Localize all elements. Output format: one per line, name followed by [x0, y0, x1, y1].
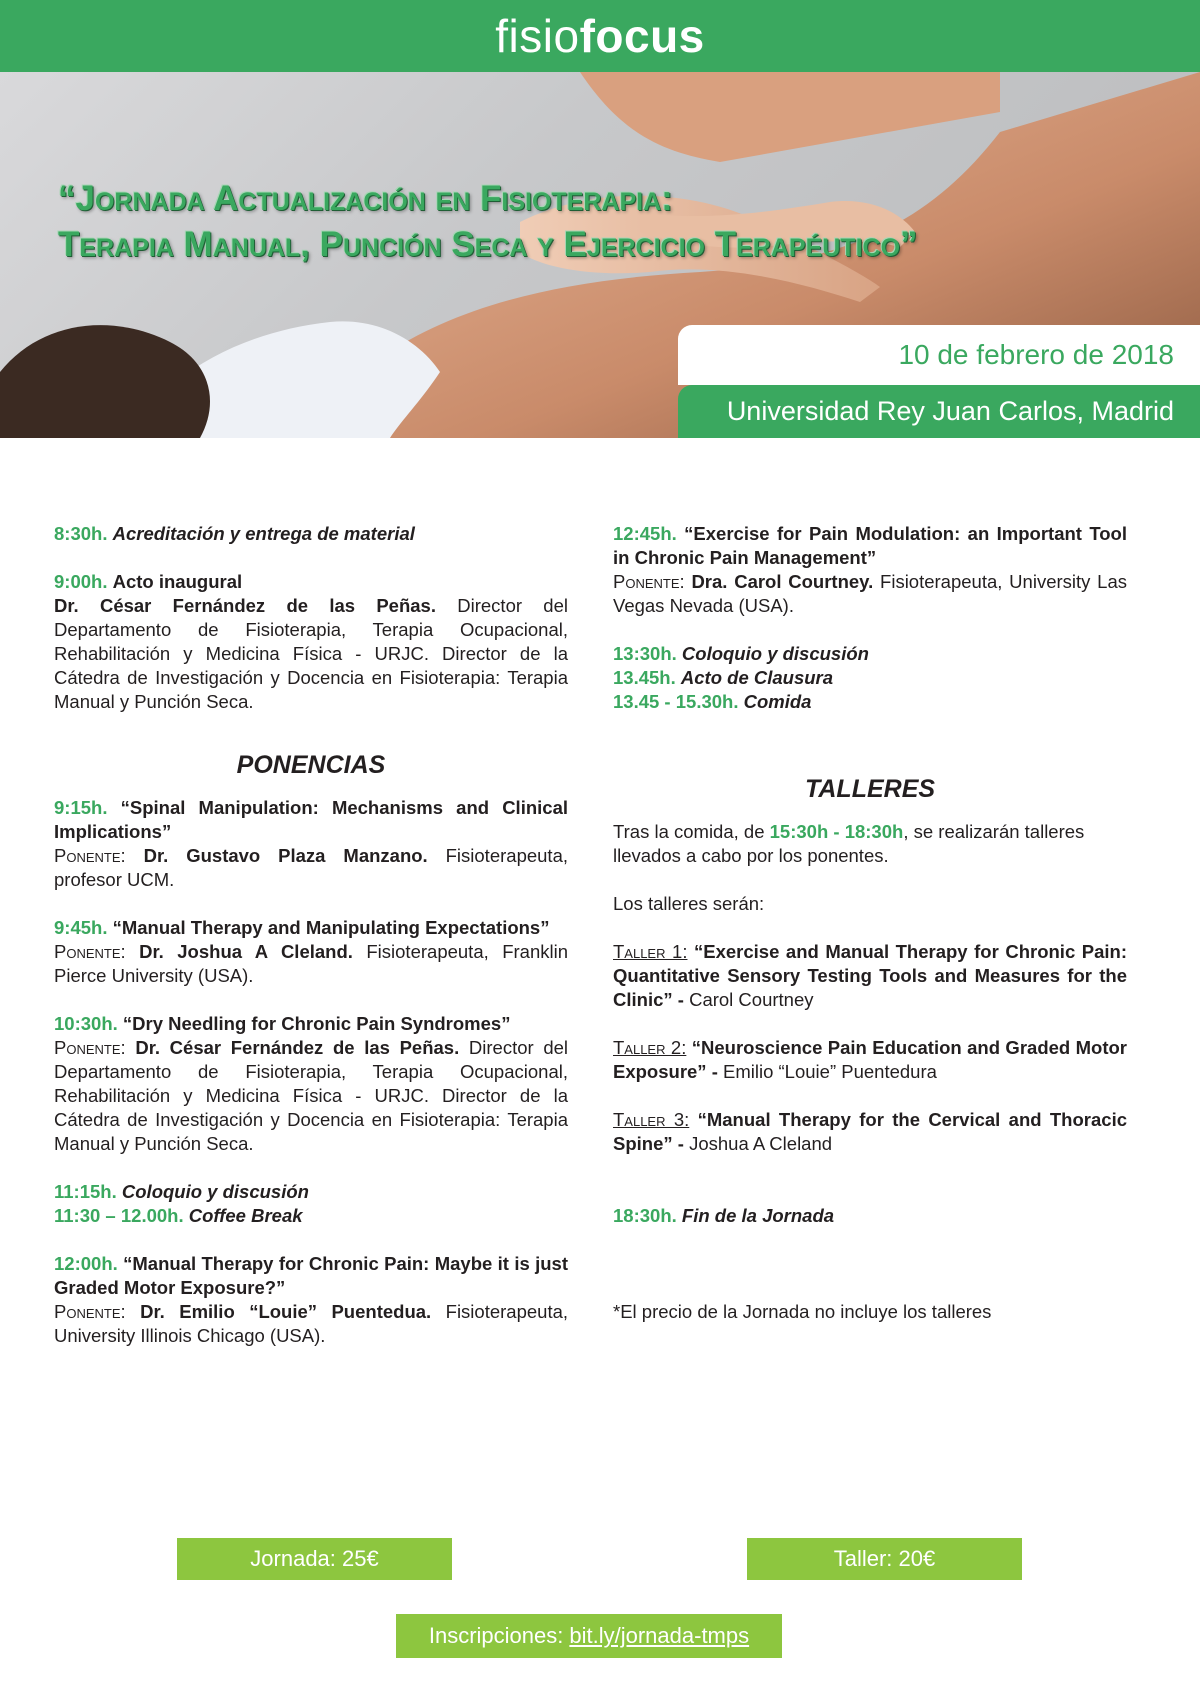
- talk-item: 9:45h. “Manual Therapy and Manipulating Expectations”: [54, 917, 550, 938]
- price-note: *El precio de la Jornada no incluye los talleres: [613, 1301, 992, 1322]
- acreditacion-item: 8:30h. Acreditación y entrega de material: [54, 523, 415, 544]
- fisiofocus-logo: fisiofocus: [495, 10, 705, 62]
- coffee-break-item: 11:30 – 12.00h. Coffee Break: [54, 1205, 303, 1226]
- talk-speaker: Ponente: Dr. Gustavo Plaza Manzano. Fisioterapeuta, profesor UCM.: [54, 845, 568, 890]
- jornada-price-badge: Jornada: 25€: [177, 1538, 452, 1580]
- talk-item: 9:15h. “Spinal Manipulation: Mechanisms and Clinical Implications”: [54, 797, 568, 842]
- talleres-seran: Los talleres serán:: [613, 893, 765, 914]
- talk-speaker: Ponente: Dra. Carol Courtney. Fisioterapeuta, University Las Vegas Nevada (USA).: [613, 571, 1127, 616]
- program-right-column: [613, 522, 1127, 1324]
- talleres-heading: TALLERES: [804, 775, 936, 803]
- event-date: 10 de febrero de 2018: [678, 325, 1200, 385]
- coloquio-item: 11:15h. Coloquio y discusión: [54, 1181, 309, 1202]
- inscripciones-button[interactable]: Inscripciones: bit.ly/jornada-tmps: [396, 1614, 782, 1658]
- top-bar: [0, 0, 1200, 72]
- workshop-item: Taller 1: “Exercise and Manual Therapy for Chronic Pain: Quantitative Sensory Testing Tools and Measures for the Clinic” - Carol Courtney: [613, 941, 1127, 1010]
- talk-item: 12:00h. “Manual Therapy for Chronic Pain: Maybe it is just Graded Motor Exposure?”: [54, 1253, 569, 1298]
- clausura-item: 13.45h. Acto de Clausura: [613, 667, 834, 688]
- talleres-intro: Tras la comida, de 15:30h - 18:30h, se realizarán talleres llevados a cabo por los ponentes.: [613, 821, 1085, 866]
- event-title: “Jornada Actualización en Fisioterapia: Terapia Manual, Punción Seca y Ejercicio Terapéutico”: [58, 179, 918, 264]
- program-left-column: [54, 522, 568, 1348]
- ponencias-heading: PONENCIAS: [236, 751, 386, 779]
- talk-speaker: Ponente: Dr. Emilio “Louie” Puentedua. Fisioterapeuta, University Illinois Chicago (USA).: [54, 1301, 569, 1346]
- workshop-item: Taller 3: “Manual Therapy for the Cervical and Thoracic Spine” - Joshua A Cleland: [613, 1109, 1127, 1154]
- talk-speaker: Ponente: Dr. César Fernández de las Peñas. Director del Departamento de Fisioterapia, Terapia Ocupacional, Rehabilitación y Medicina Física - URJC. Director de la Cátedra de Investigación y Docencia en Fisioterapia: Terapia Manual y Punción Seca.: [54, 1037, 569, 1154]
- acto-inaugural-desc: Dr. César Fernández de las Peñas. Director del Departamento de Fisioterapia, Terapia Ocupacional, Rehabilitación y Medicina Física - URJC. Director de la Cátedra de Investigación y Docencia en Fisioterapia: Terapia Manual y Punción Seca.: [54, 595, 568, 712]
- inscripciones-link[interactable]: bit.ly/jornada-tmps: [569, 1623, 750, 1648]
- workshop-item: Taller 2: “Neuroscience Pain Education and Graded Motor Exposure” - Emilio “Louie” Puentedura: [613, 1037, 1128, 1082]
- taller-price-badge: Taller: 20€: [747, 1538, 1022, 1580]
- talk-item: 12:45h. “Exercise for Pain Modulation: an Important Tool in Chronic Pain Management”: [613, 523, 1128, 568]
- talk-item: 10:30h. “Dry Needling for Chronic Pain Syndromes”: [54, 1013, 511, 1034]
- fin-jornada-item: 18:30h. Fin de la Jornada: [613, 1205, 835, 1226]
- comida-item: 13.45 - 15.30h. Comida: [613, 691, 812, 712]
- event-venue: Universidad Rey Juan Carlos, Madrid: [678, 385, 1200, 438]
- coloquio-item: 13:30h. Coloquio y discusión: [613, 643, 869, 664]
- acto-inaugural-item: 9:00h. Acto inaugural: [54, 571, 243, 592]
- talk-speaker: Ponente: Dr. Joshua A Cleland. Fisioterapeuta, Franklin Pierce University (USA).: [54, 941, 569, 986]
